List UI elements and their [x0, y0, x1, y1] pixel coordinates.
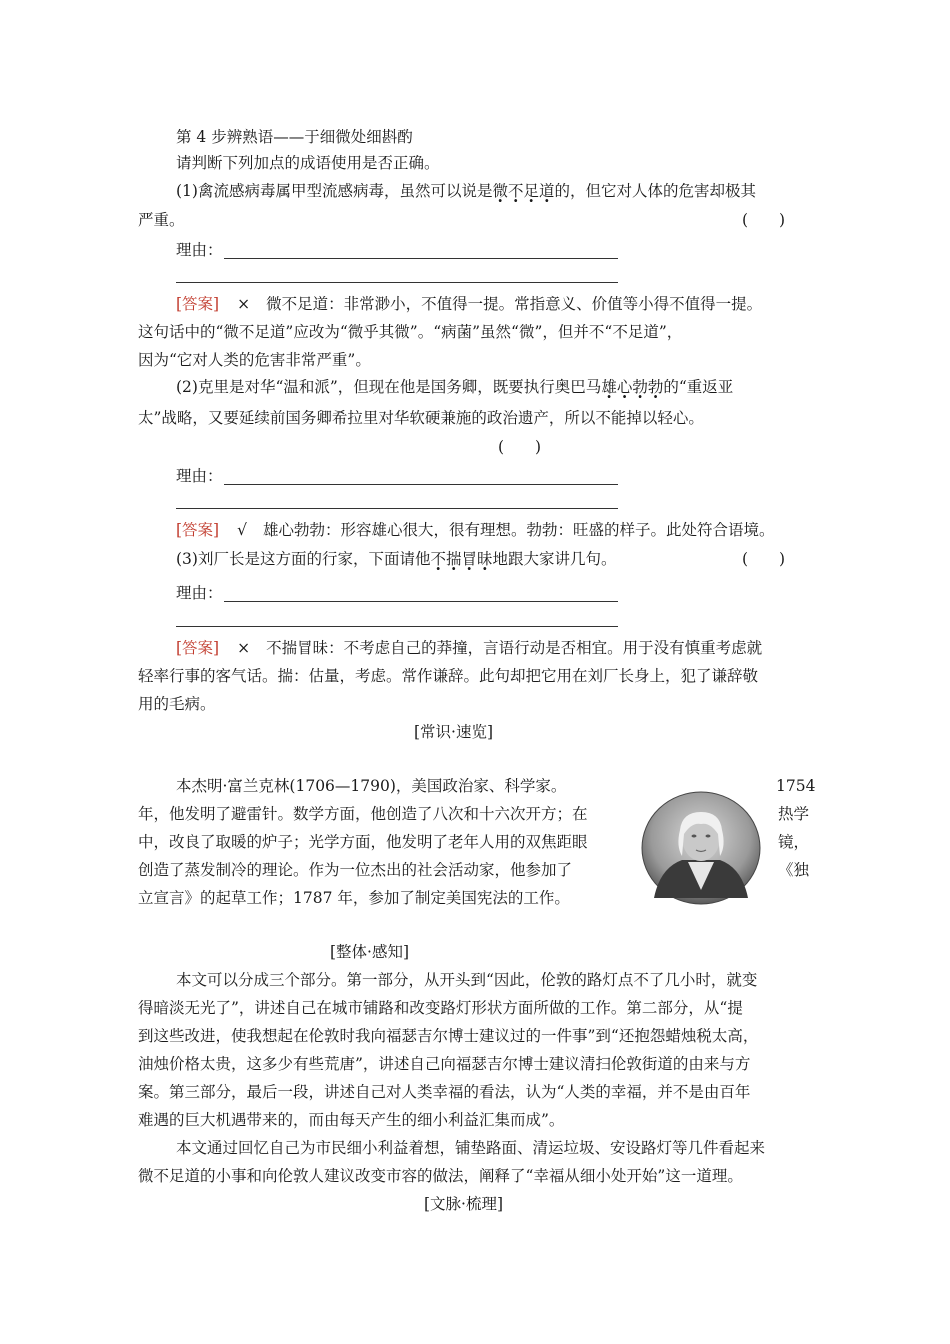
franklin-portrait-image	[640, 790, 762, 906]
q2-reason-line-2	[176, 508, 618, 509]
zhengti-p2-line: 微不足道的小事和向伦敦人建议改变市容的做法，阐释了“幸福从细小处开始”这一道理。	[138, 1167, 743, 1185]
q3-line1: (3)刘厂长是这方面的行家，下面请他不揣冒昧地跟大家讲几句。	[176, 550, 617, 568]
q2-reason-label: 理由：	[176, 467, 223, 485]
changshi-heading: [常识·速览]	[414, 723, 494, 741]
changshi-line3-right: 镜，	[778, 833, 810, 851]
q2-line1: (2)克里是对华“温和派”，但现在他是国务卿，既要执行奥巴马雄心勃勃的“重返亚	[176, 378, 734, 396]
q1-answer-blank: ( )	[742, 211, 786, 229]
q2-answer: [答案] √ 雄心勃勃：形容雄心很大，很有理想。勃勃：旺盛的样子。此处符合语境。	[176, 521, 775, 539]
q2-idiom-char: 勃	[632, 378, 648, 396]
zhengti-p2-line: 本文通过回忆自己为市民细小利益着想，铺垫路面、清运垃圾、安设路灯等几件看起来	[176, 1139, 766, 1157]
zhengti-heading: [整体·感知]	[330, 943, 410, 961]
q1-answer-line2: 这句话中的“微不足道”应改为“微乎其微”。“病菌”虽然“微”，但并不“不足道”，	[138, 323, 683, 341]
zhengti-p1-line: 难遇的巨大机遇带来的，而由每天产生的细小利益汇集而成”。	[138, 1111, 565, 1129]
changshi-line4: 创造了蒸发制冷的理论。作为一位杰出的社会活动家，他参加了	[138, 861, 573, 879]
zhengti-p1-line: 到这些改进，使我想起在伦敦时我向福瑟吉尔博士建议过的一件事”到“还抱怨蜡烛税太高，	[138, 1027, 759, 1045]
changshi-line4-right: 《独	[778, 861, 810, 879]
zhengti-p1-line: 得暗淡无光了”，讲述自己在城市铺路和改变路灯形状方面所做的工作。第二部分，从“提	[138, 999, 743, 1017]
changshi-line3: 中，改良了取暖的炉子；光学方面，他发明了老年人用的双焦距眼	[138, 833, 588, 851]
q1-mark: ×	[237, 295, 251, 313]
q3-idiom-char: 揣	[445, 550, 462, 568]
q3-reason-label: 理由：	[176, 584, 223, 602]
wenmai-heading: [文脉·梳理]	[424, 1195, 504, 1213]
zhengti-p1-line: 案。第三部分，最后一段，讲述自己对人类幸福的看法，认为“人类的幸福，并不是由百年	[138, 1083, 751, 1101]
q3-idiom-char: 昧	[477, 550, 493, 568]
step4-instruction: 请判断下列加点的成语使用是否正确。	[176, 154, 440, 172]
q3-reason-line	[224, 601, 618, 602]
step4-heading: 第 4 步辨熟语——于细微处细斟酌	[176, 128, 413, 146]
q2-mark: √	[237, 521, 247, 539]
q3-answer-line2: 轻率行事的客气话。揣：估量，考虑。常作谦辞。此句却把它用在刘厂长身上，犯了谦辞敬	[138, 667, 759, 685]
q1-reason-label: 理由：	[176, 241, 223, 259]
q3-mark: ×	[237, 639, 251, 657]
q1-idiom-char: 足	[523, 182, 540, 200]
changshi-line1: 本杰明·富兰克林(1706—1790)，美国政治家、科学家。	[176, 777, 567, 795]
q1-answer: [答案] × 微不足道：非常渺小，不值得一提。常指意义、价值等小得不值得一提。	[176, 295, 763, 313]
q3-answer-line3: 用的毛病。	[138, 695, 216, 713]
q3-idiom-char: 冒	[461, 550, 478, 568]
q2-answer-blank: ( )	[498, 438, 542, 456]
zhengti-p1-line: 油烛价格太贵，这多少有些荒唐”，讲述自己向福瑟吉尔博士建议清扫伦敦街道的由来与方	[138, 1055, 751, 1073]
changshi-line2-right: 热学	[778, 805, 810, 823]
q1-answer-line3: 因为“它对人类的危害非常严重”。	[138, 351, 371, 369]
q3-reason-line-2	[176, 626, 618, 627]
changshi-line1-right: 1754	[776, 777, 816, 795]
zhengti-p1-line: 本文可以分成三个部分。第一部分，从开头到“因此，伦敦的路灯点不了几小时，就变	[176, 971, 758, 989]
q1-reason-line-2	[176, 282, 618, 283]
changshi-line2: 年，他发明了避雷针。数学方面，他创造了八次和十六次开方；在	[138, 805, 588, 823]
q2-idiom-char: 雄	[601, 378, 617, 396]
q1-line1: (1)禽流感病毒属甲型流感病毒，虽然可以说是微不足道的，但它对人体的危害却极其	[176, 182, 757, 200]
q1-reason-line	[224, 258, 618, 259]
answer-label: [答案]	[176, 295, 220, 313]
answer-label: [答案]	[176, 639, 220, 657]
q1-idiom-char: 不	[507, 182, 524, 200]
q1-line2: 严重。	[138, 211, 185, 229]
answer-label: [答案]	[176, 521, 220, 539]
q3-idiom-char: 不	[430, 550, 446, 568]
changshi-line5: 立宣言》的起草工作；1787 年，参加了制定美国宪法的工作。	[138, 889, 570, 907]
q1-idiom-char: 微	[492, 182, 508, 200]
q2-idiom-char: 心	[616, 378, 633, 396]
q2-reason-line	[224, 484, 618, 485]
q1-idiom-char: 道	[539, 182, 555, 200]
q3-answer: [答案] × 不揣冒昧：不考虑自己的莽撞，言语行动是否相宜。用于没有慎重考虑就	[176, 639, 763, 657]
q2-idiom-char: 勃	[647, 378, 664, 396]
q2-line2: 太”战略，又要延续前国务卿希拉里对华软硬兼施的政治遗产，所以不能掉以轻心。	[138, 409, 704, 427]
q3-answer-blank: ( )	[742, 550, 786, 568]
